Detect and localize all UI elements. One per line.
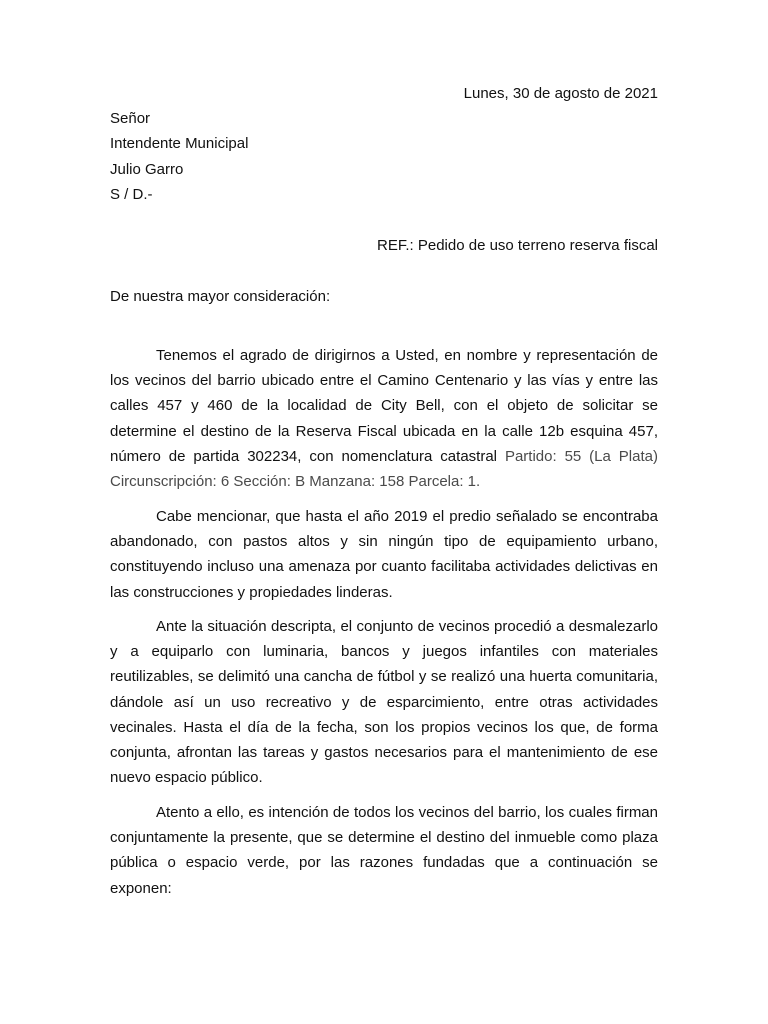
letter-date: Lunes, 30 de agosto de 2021 <box>463 85 658 102</box>
recipient-position: Intendente Municipal <box>110 135 249 152</box>
recipient-name: Julio Garro <box>110 161 184 178</box>
paragraph-3: Ante la situación descripta, el conjunto de vecinos procedió a desmalezarlo y a equiparlo con luminaria, bancos y juegos infantiles con materiales reutilizables, se delimitó una cancha de fútbol y se realizó una huerta comunitaria, dándole así un uso recreativo y de esparcimiento, entre otras actividades vecinales. Hasta el día de la fecha, son los propios vecinos los que, de forma conjunta, afrontan las tareas y gastos necesarios para el mantenimiento de ese nuevo espacio público. <box>110 618 658 787</box>
paragraph-4: Atento a ello, es intención de todos los vecinos del barrio, los cuales firman conjuntamente la presente, que se determine el destino del inmueble como plaza pública o espacio verde, por las razones fundadas que a continuación se exponen: <box>110 804 658 897</box>
reference-line: REF.: Pedido de uso terreno reserva fiscal <box>377 237 658 254</box>
paragraph-1-main: Tenemos el agrado de dirigirnos a Usted, en nombre y representación de los vecinos del barrio ubicado entre el Camino Centenario y las vías y entre las calles 457 y 460 de la localidad de City Bell, con el objeto de solicitar se determine el destino de la Reserva Fiscal ubicada en la calle 12b esquina 457, número de partida 302234, con nomenclatura catastral <box>110 347 658 465</box>
paragraph-2: Cabe mencionar, que hasta el año 2019 el predio señalado se encontraba abandonado, con pastos altos y sin ningún tipo de equipamiento urbano, constituyendo incluso una amenaza por cuanto facilitaba actividades delictivas en las construcciones y propiedades linderas. <box>110 508 658 601</box>
recipient-sd: S / D.- <box>110 186 153 203</box>
cadastral-nomenclature: Partido: 55 (La Plata) Circunscripción: 6 Sección: B Manzana: 158 Parcela: 1. <box>110 447 658 491</box>
recipient-salutation-title: Señor <box>110 110 151 127</box>
greeting: De nuestra mayor consideración: <box>110 288 331 305</box>
paragraph-1 <box>110 343 658 494</box>
